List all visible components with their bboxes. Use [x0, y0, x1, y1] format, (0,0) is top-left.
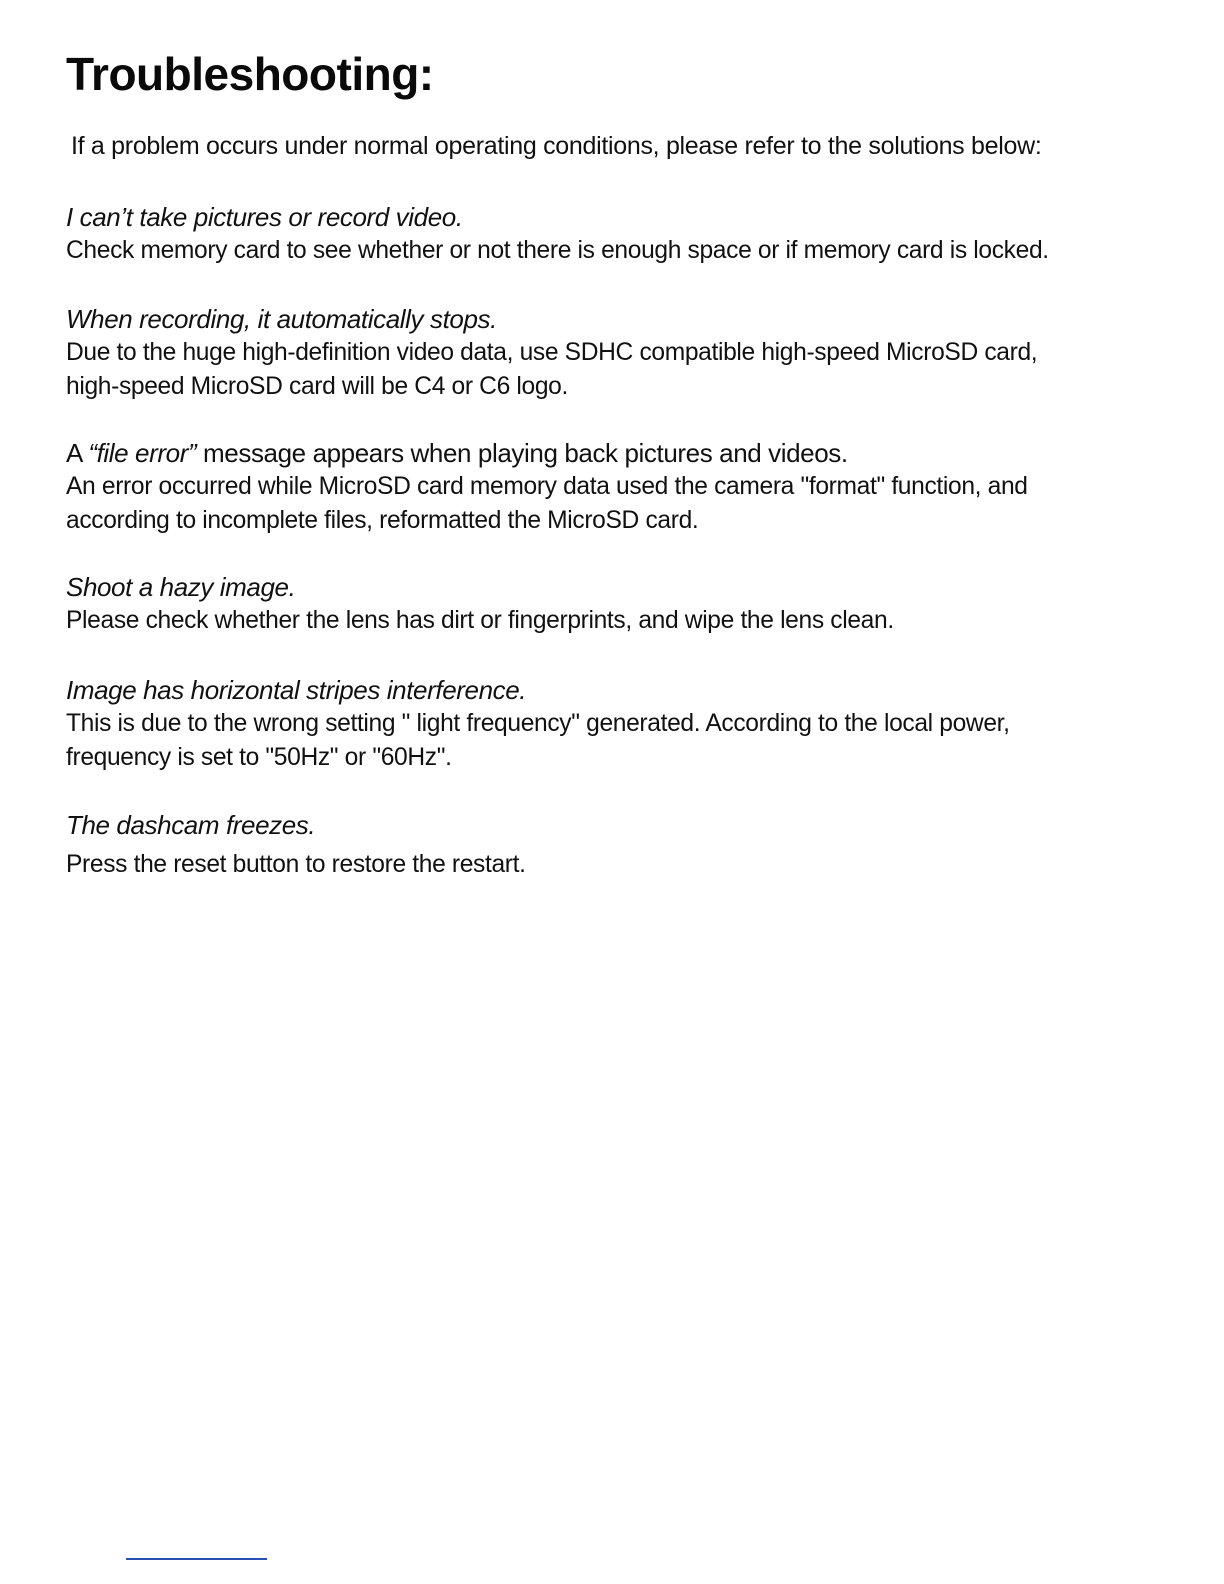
solution-text: Due to the huge high-definition video data, use SDHC compatible high-speed MicroSD card,	[66, 339, 1038, 366]
file-error-quote: “file error”	[88, 438, 197, 468]
solution-text: frequency is set to "50Hz" or "60Hz".	[66, 743, 452, 771]
problem-heading: I can’t take pictures or record video.	[66, 202, 463, 232]
solution-text: Press the reset button to restore the restart.	[66, 851, 526, 878]
troubleshooting-item	[66, 808, 1166, 882]
problem-heading: Image has horizontal stripes interference.	[66, 675, 527, 705]
problem-prefix: A	[66, 438, 89, 468]
intro-text: If a problem occurs under normal operating conditions, please refer to the solutions below:	[71, 132, 1042, 160]
problem-heading: The dashcam freezes.	[66, 810, 316, 840]
troubleshooting-item	[66, 570, 1166, 638]
solution-text: according to incomplete files, reformatted the MicroSD card.	[66, 506, 699, 534]
page-title: Troubleshooting:	[66, 48, 434, 100]
troubleshooting-item	[66, 200, 1166, 268]
troubleshooting-item	[66, 302, 1166, 403]
problem-suffix: message appears when playing back pictures and videos.	[196, 438, 848, 468]
solution-text: Check memory card to see whether or not there is enough space or if memory card is locked.	[66, 237, 1049, 264]
problem-heading: Shoot a hazy image.	[66, 572, 296, 602]
solution-text: This is due to the wrong setting " light frequency" generated. According to the local power,	[66, 710, 1010, 737]
troubleshooting-item	[66, 436, 1166, 537]
troubleshooting-item	[66, 673, 1166, 774]
problem-heading	[66, 436, 1166, 470]
problem-heading: When recording, it automatically stops.	[66, 304, 497, 334]
solution-text: high-speed MicroSD card will be C4 or C6 logo.	[66, 372, 568, 400]
solution-text: Please check whether the lens has dirt or fingerprints, and wipe the lens clean.	[66, 607, 894, 634]
solution-text: An error occurred while MicroSD card memory data used the camera "format" function, and	[66, 473, 1028, 500]
footer-link-underline	[126, 1558, 267, 1560]
